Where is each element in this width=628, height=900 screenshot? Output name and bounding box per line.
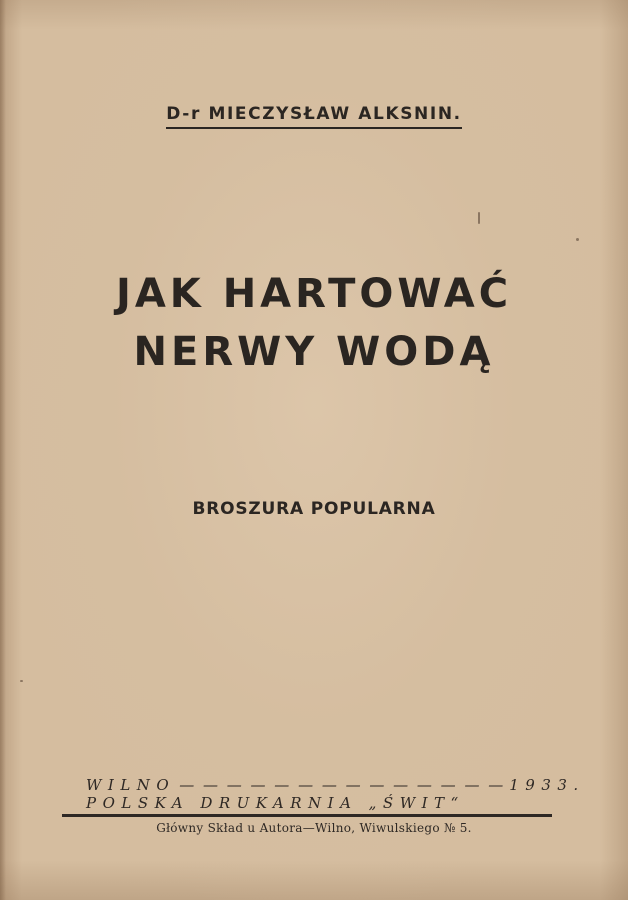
paper-speck bbox=[576, 238, 579, 241]
imprint-printer: POLSKA DRUKARNIA „ŚWIT“ bbox=[86, 794, 465, 812]
subtitle: BROSZURA POPULARNA bbox=[192, 499, 436, 519]
imprint-dashes: — — — — — — — — — — — — — — bbox=[179, 776, 506, 794]
page-edge-shadow bbox=[0, 0, 6, 900]
imprint-year: 1933. bbox=[509, 776, 585, 794]
imprint-block bbox=[86, 776, 585, 812]
title-block bbox=[0, 265, 628, 381]
author-block bbox=[0, 104, 628, 129]
paper-speck bbox=[478, 212, 480, 224]
paper-speck bbox=[20, 680, 23, 682]
imprint-printer-row bbox=[86, 794, 526, 812]
imprint-city: WILNO bbox=[86, 776, 176, 794]
title-line-1: JAK HARTOWAĆ bbox=[115, 271, 513, 317]
footer-rule bbox=[62, 814, 552, 817]
imprint-city-row bbox=[86, 776, 585, 794]
author-name: D-r MIECZYSŁAW ALKSNIN. bbox=[166, 104, 461, 129]
footer-text: Główny Skład u Autora—Wilno, Wiwulskiego № 5. bbox=[156, 821, 472, 835]
title-line-2: NERWY WODĄ bbox=[133, 329, 495, 375]
